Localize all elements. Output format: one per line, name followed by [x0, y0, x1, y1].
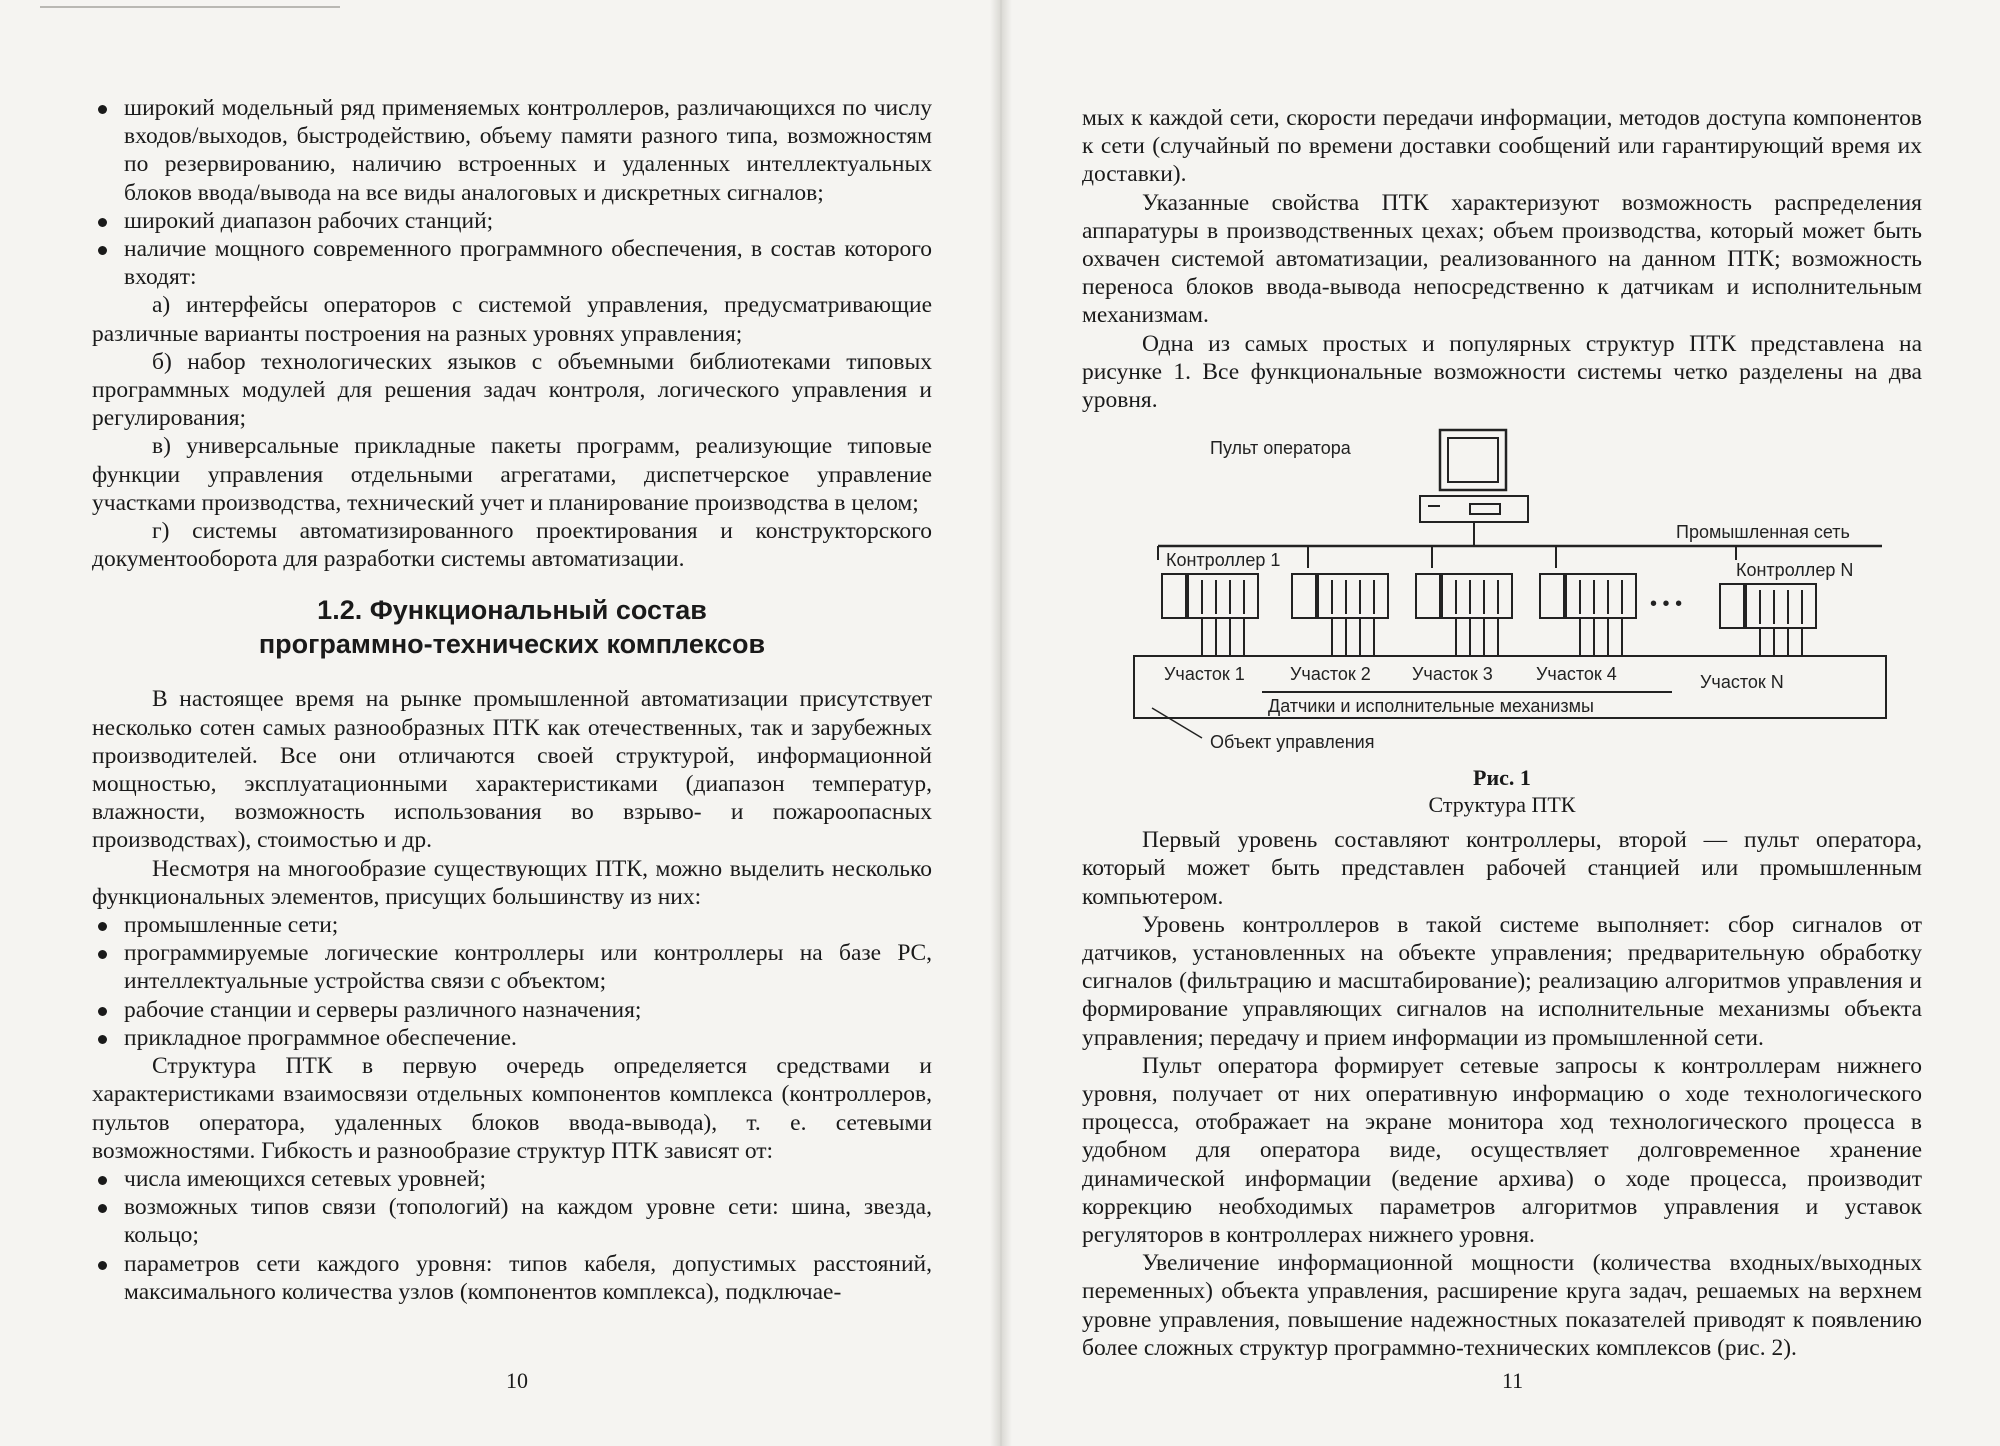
- controller-rack: [1540, 574, 1636, 618]
- page-number-left: 10: [506, 1368, 528, 1393]
- heading-line-2: программно-технических комплексов: [258, 629, 766, 660]
- section-label: Участок 2: [1290, 664, 1371, 685]
- sub-item-b: б) набор технологических языков с объемными библиотеками типовых программных модулей для решения задач контроля, логического управления и регулирования;: [92, 348, 932, 432]
- bullet-item: числа имеющихся сетевых уровней;: [92, 1165, 932, 1193]
- sensors-label: Датчики и исполнительные механизмы: [1268, 696, 1594, 717]
- section-label: Участок N: [1700, 672, 1784, 693]
- right-column: [1082, 104, 1922, 1362]
- bullet-item: параметров сети каждого уровня: типов кабеля, допустимых расстояний, максимального количества узлов (компонентов комплекса), подключае-: [92, 1250, 932, 1306]
- structure-diagram: [1082, 424, 1922, 754]
- section-label: Участок 1: [1164, 664, 1245, 685]
- paragraph-continued: мых к каждой сети, скорости передачи информации, методов доступа компонентов к сети (случайный по времени доставки сообщений или гарантирующий время их доставки).: [1082, 105, 1922, 188]
- figure-caption-title: Рис. 1: [1473, 765, 1531, 791]
- sub-item-c: в) универсальные прикладные пакеты программ, реализующие типовые функции управления отдельными агрегатами, диспетчерское управление участками производства, технический учет и планирование производства в целом;: [92, 433, 932, 516]
- controller-rack: [1292, 574, 1388, 618]
- controller-rack: [1162, 574, 1258, 618]
- bullet-item: наличие мощного современного программного обеспечения, в состав которого входят:: [92, 235, 932, 291]
- bullet-item: возможных типов связи (топологий) на каждом уровне сети: шина, звезда, кольцо;: [92, 1193, 932, 1249]
- paragraph: Первый уровень составляют контроллеры, второй — пульт оператора, который может быть представлен рабочей станцией или промышленным компьютером.: [1082, 827, 1922, 910]
- section-label: Участок 4: [1536, 664, 1617, 685]
- paragraph: Пульт оператора формирует сетевые запросы к контроллерам нижнего уровня, получает от них оперативную информацию о ходе технологического процесса, отображает на экране монитора ход технологического процесса в удобном для оператора виде, осуществляет долговременное хранение динамической информации (ведение архива) о ходе процесса, производит коррекцию необходимых параметров алгоритмов управления и уставок регуляторов в контроллерах нижнего уровня.: [1082, 1052, 1922, 1249]
- section-label: Участок 3: [1412, 664, 1493, 685]
- bullet-item: прикладное программное обеспечение.: [92, 1024, 932, 1052]
- controller-rack: [1720, 584, 1816, 628]
- controller-1-label: Контроллер 1: [1166, 550, 1281, 571]
- controller-rack: [1416, 574, 1512, 618]
- operator-label: Пульт оператора: [1210, 438, 1351, 459]
- section-heading: [92, 593, 932, 661]
- book-gutter: [990, 0, 1012, 1446]
- page-number-right: 11: [1502, 1368, 1524, 1393]
- paragraph: Указанные свойства ПТК характеризуют возможность распределения аппаратуры в производственных цехах; объем производства, который может быть охвачен системой автоматизации, реализованного на данном ПТК; возможность переноса блоков ввода-вывода непосредственно к датчикам и исполнительным механизмам.: [1082, 189, 1922, 329]
- paragraph: Несмотря на многообразие существующих ПТК, можно выделить несколько функциональных элементов, присущих большинству из них:: [92, 855, 932, 910]
- computer-icon: [1420, 430, 1528, 522]
- bullet-item: рабочие станции и серверы различного назначения;: [92, 996, 932, 1024]
- figure-structure-ptk: [1082, 424, 1922, 754]
- paragraph: Увеличение информационной мощности (количества входных/выходных переменных) объекта управления, расширение круга задач, решаемых на верхнем уровне управления, повышение надежностных показателей приводят к появлению более сложных структур программно-технических комплексов (рис. 2).: [1082, 1250, 1922, 1361]
- bullet-item: промышленные сети;: [92, 911, 932, 939]
- ellipsis-dots: • • •: [1650, 593, 1683, 616]
- controller-n-label: Контроллер N: [1736, 560, 1854, 581]
- network-label: Промышленная сеть: [1676, 522, 1850, 543]
- paragraph: Одна из самых простых и популярных структур ПТК представлена на рисунке 1. Все функциональные возможности системы четко разделены на два уровня.: [1082, 330, 1922, 414]
- left-column: [92, 94, 932, 1306]
- bullet-item: широкий модельный ряд применяемых контроллеров, различающихся по числу входов/выходов, быстродействию, объему памяти разного типа, возможностям по резервированию, наличию встроенных и удаленных интеллектуальных блоков ввода/вывода на все виды аналоговых и дискретных сигналов;: [92, 94, 932, 207]
- heading-line-1: 1.2. Функциональный состав: [317, 595, 707, 626]
- top-rule: [40, 6, 340, 8]
- figure-caption-text: Структура ПТК: [1428, 792, 1576, 818]
- bullet-item: широкий диапазон рабочих станций;: [92, 207, 932, 235]
- bullet-item: программируемые логические контроллеры или контроллеры на базе PC, интеллектуальные устройства связи с объектом;: [92, 939, 932, 995]
- paragraph: В настоящее время на рынке промышленной автоматизации присутствует несколько сотен самых разнообразных ПТК как отечественных, так и зарубежных производителей. Все они отличаются своей структурой, информационной мощностью, эксплуатационными характеристиками (диапазон температур, влажности, возможность использования во взрыво- и пожароопасных производствах), стоимостью и др.: [92, 686, 932, 854]
- paragraph: Уровень контроллеров в такой системе выполняет: сбор сигналов от датчиков, установленных на объекте управления; предварительную обработку сигналов (фильтрацию и масштабирование); реализацию алгоритмов управления и формирование управляющих сигналов на исполнительные механизмы объекта управления; передачу и прием информации из промышленной сети.: [1082, 911, 1922, 1051]
- paragraph: Структура ПТК в первую очередь определяется средствами и характеристиками взаимосвязи отдельных компонентов комплекса (контроллеров, пультов оператора, удаленных блоков ввода-вывода), т. е. сетевыми возможностями. Гибкость и разнообразие структур ПТК зависят от:: [92, 1053, 932, 1164]
- sub-item-a: а) интерфейсы операторов с системой управления, предусматривающие различные варианты построения на разных уровнях управления;: [92, 292, 932, 347]
- sub-item-d: г) системы автоматизированного проектирования и конструкторского документооборота для разработки системы автоматизации.: [92, 518, 932, 573]
- object-label: Объект управления: [1210, 732, 1375, 753]
